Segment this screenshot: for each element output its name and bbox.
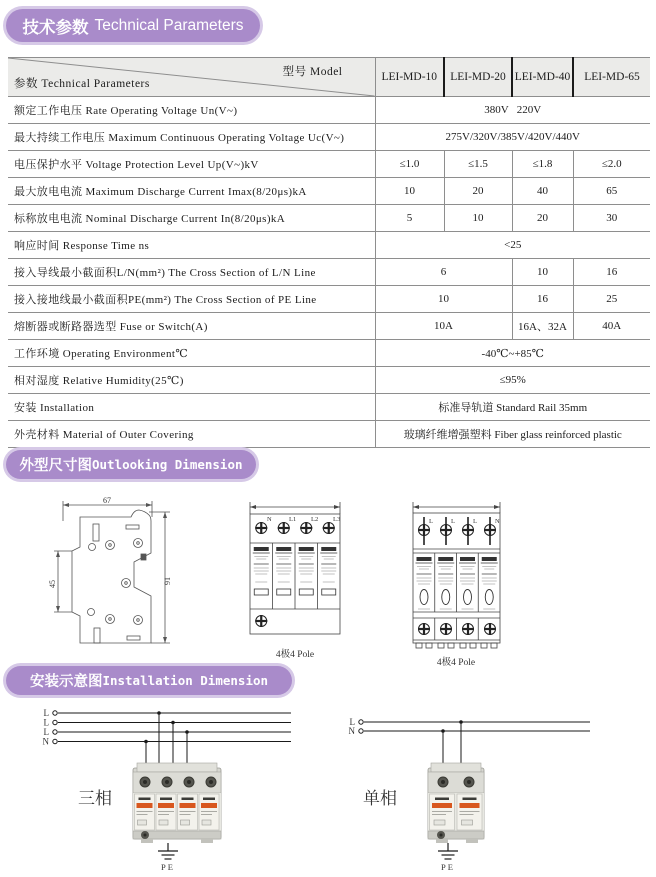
table-row [8, 232, 650, 259]
param-value: 65 [573, 178, 650, 205]
param-value: 5 [375, 205, 444, 232]
section-title-en: Technical Parameters [94, 16, 244, 34]
terminal-label: L [473, 518, 477, 525]
section-title-zh: 安装示意图 [29, 674, 103, 690]
section-header-technical-parameters [6, 9, 260, 42]
param-label: 安装 Installation [8, 394, 375, 421]
table-row [8, 151, 650, 178]
model-column-header: LEI-MD-40 [512, 58, 573, 97]
param-value: 40A [573, 313, 650, 340]
screw-terminal-icon [418, 623, 496, 635]
terminal-label: L [429, 518, 433, 525]
param-label: 标称放电电流 Nominal Discharge Current In(8/20μs)kA [8, 205, 375, 232]
wire-label: L [349, 717, 355, 727]
model-column-header: LEI-MD-20 [444, 58, 512, 97]
param-label: 熔断器或断路器选型 Fuse or Switch(A) [8, 313, 375, 340]
table-row [8, 421, 650, 448]
param-value: 标准导轨道 Standard Rail 35mm [375, 394, 650, 421]
param-value: 16 [512, 286, 573, 313]
param-value: ≤1.8 [512, 151, 573, 178]
terminal-label: L [451, 518, 455, 525]
param-value: 10 [375, 286, 512, 313]
param-label: 最大持续工作电压 Maximum Continuous Operating Voltage Uc(V~) [8, 124, 375, 151]
wire-label: L [43, 727, 49, 737]
param-value: <25 [375, 232, 650, 259]
phase-label: 单相 [363, 789, 397, 808]
drawing-caption: 4极4 Pole [436, 658, 476, 668]
param-value: ≤1.0 [375, 151, 444, 178]
drawing-caption: 4极4 Pole [275, 650, 315, 660]
corner-label-parameters: 参数 Technical Parameters [14, 78, 150, 90]
dim-right-height-label: 91 [163, 577, 172, 585]
ground-symbol [158, 843, 178, 859]
terminal-label: L2 [311, 516, 319, 523]
three-phase-wiring-diagram [35, 703, 315, 875]
section-header-installation [6, 666, 292, 695]
param-value: 10 [375, 178, 444, 205]
terminal-label: N [495, 518, 500, 525]
front-view-4pole-b-drawing [406, 497, 512, 673]
table-row [8, 124, 650, 151]
param-value: 6 [375, 259, 512, 286]
param-label: 接入导线最小截面积L/N(mm²) The Cross Section of L/N Line [8, 259, 375, 286]
ground-label: PE [441, 862, 455, 872]
table-row [8, 259, 650, 286]
table-row [8, 394, 650, 421]
wire-label: L [43, 717, 49, 728]
param-label: 相对湿度 Relative Humidity(25℃) [8, 367, 375, 394]
param-value: 30 [573, 205, 650, 232]
technical-parameters-table [8, 57, 650, 448]
terminal-label: L3 [333, 516, 341, 523]
param-value: ≤1.5 [444, 151, 512, 178]
corner-label-model: 型号 Model [282, 66, 343, 78]
model-column-header: LEI-MD-65 [573, 58, 650, 97]
param-value: ≤2.0 [573, 151, 650, 178]
table-row [8, 367, 650, 394]
param-value: 10 [444, 205, 512, 232]
dim-width-label: 67 [103, 496, 111, 505]
param-value: 10 [512, 259, 573, 286]
param-label: 响应时间 Response Time ns [8, 232, 375, 259]
section-title-zh: 外型尺寸图 [19, 458, 92, 474]
param-value: 玻璃纤维增强塑料 Fiber glass reinforced plastic [375, 421, 650, 448]
param-value: 40 [512, 178, 573, 205]
param-label: 接入接地线最小截面积PE(mm²) The Cross Section of PE Line [8, 286, 375, 313]
wire-label: N [348, 726, 355, 736]
table-corner-cell [8, 58, 375, 97]
table-row [8, 313, 650, 340]
table-row [8, 286, 650, 313]
ground-symbol [438, 843, 458, 859]
wire-label: L [43, 708, 49, 718]
section-title-zh: 技术参数 [22, 18, 89, 37]
table-header-row [8, 58, 650, 97]
wire-label: N [42, 736, 49, 747]
table-row [8, 97, 650, 124]
dim-left-height-label: 45 [48, 580, 57, 588]
param-value: 20 [444, 178, 512, 205]
param-value: 16A、32A [512, 313, 573, 340]
param-value: 10A [375, 313, 512, 340]
table-row [8, 178, 650, 205]
table-row [8, 340, 650, 367]
param-value: -40℃~+85℃ [375, 340, 650, 367]
section-title-en: Outlooking Dimension [91, 457, 243, 472]
param-value: 380V 220V [375, 97, 650, 124]
param-label: 电压保护水平 Voltage Protection Level Up(V~)kV [8, 151, 375, 178]
section-header-outlooking-dimension [6, 450, 256, 479]
phase-label: 三相 [78, 789, 112, 808]
param-value: 20 [512, 205, 573, 232]
ground-label: PE [161, 862, 175, 872]
param-label: 最大放电电流 Maximum Discharge Current Imax(8/20μs)kA [8, 178, 375, 205]
spd-device-2pole [428, 763, 484, 843]
model-column-header: LEI-MD-10 [375, 58, 444, 97]
param-value: 16 [573, 259, 650, 286]
terminal-label: L1 [289, 516, 297, 523]
section-title-en: Installation Dimension [102, 673, 269, 688]
param-value: 25 [573, 286, 650, 313]
single-phase-wiring-diagram [338, 703, 608, 875]
wire-junction-dots [144, 711, 189, 743]
terminal-label: N [267, 516, 272, 523]
param-label: 额定工作电压 Rate Operating Voltage Un(V~) [8, 97, 375, 124]
side-profile-drawing [48, 497, 180, 659]
param-label: 外壳材料 Material of Outer Covering [8, 421, 375, 448]
param-value: ≤95% [375, 367, 650, 394]
spd-device-4pole [133, 763, 221, 843]
param-value: 275V/320V/385V/420V/440V [375, 124, 650, 151]
param-label: 工作环境 Operating Environment℃ [8, 340, 375, 367]
front-view-4pole-drawing [243, 497, 349, 663]
table-row [8, 205, 650, 232]
